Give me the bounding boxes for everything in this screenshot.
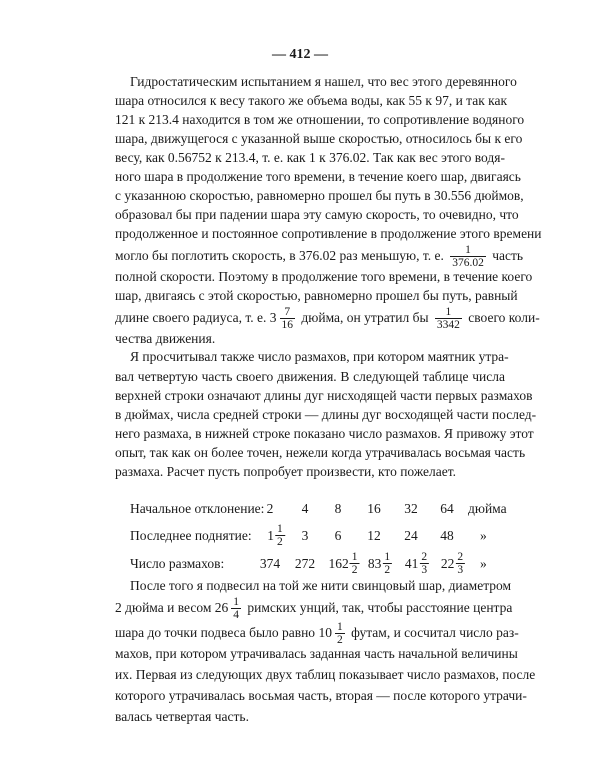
whole-number: 3 bbox=[301, 527, 309, 543]
line-text: него размаха, в нижней строке показано число размахов. Я привожу этот bbox=[115, 425, 534, 441]
text-line bbox=[115, 645, 518, 662]
text-line bbox=[115, 387, 533, 404]
fraction bbox=[455, 551, 465, 576]
whole-number: 4 bbox=[301, 500, 309, 516]
whole-number: 83 bbox=[367, 555, 382, 571]
table-cell bbox=[367, 522, 381, 548]
line-text: которого утрачивалась восьмая часть, вторая — после которого утрачи- bbox=[115, 687, 527, 703]
line-text: опыт, так как он более точен, нежели когда утрачивалась восьмая часть bbox=[115, 444, 526, 460]
line-text: верхней строки означают длины дуг нисходящей части первых размахов bbox=[115, 387, 533, 403]
numerator: 1 bbox=[445, 305, 452, 318]
denominator: 4 bbox=[233, 608, 239, 621]
line-text: полной скорости. Поэтому в продолжение того времени, в течение коего bbox=[115, 268, 533, 284]
numerator: 2 bbox=[457, 550, 464, 563]
numerator: 7 bbox=[284, 305, 291, 318]
denominator: 2 bbox=[277, 535, 283, 548]
mixed-number bbox=[447, 243, 489, 269]
whole-number: 374 bbox=[259, 555, 281, 571]
table-row bbox=[130, 522, 510, 548]
text-line bbox=[115, 463, 505, 480]
table-cell bbox=[367, 495, 381, 521]
row-label: Последнее поднятие: bbox=[130, 527, 252, 543]
fraction bbox=[231, 596, 241, 621]
text-line bbox=[115, 92, 508, 109]
table-cell bbox=[404, 522, 418, 548]
whole-number: 16 bbox=[367, 500, 381, 516]
text-line bbox=[115, 149, 505, 166]
row-label: Начальное отклонение: bbox=[130, 500, 265, 516]
text-line bbox=[115, 187, 524, 204]
whole-number: 2 bbox=[266, 500, 274, 516]
table-cell bbox=[302, 495, 309, 521]
line-text: весу, как 0.56752 к 213.4, т. е. как 1 к 376.02. Так как вес этого водя- bbox=[115, 149, 505, 165]
whole-number: 3 bbox=[269, 309, 277, 325]
denominator: 3342 bbox=[436, 318, 460, 331]
numerator: 1 bbox=[277, 522, 283, 535]
numerator: 1 bbox=[336, 620, 343, 633]
text-line bbox=[130, 348, 509, 365]
text-line bbox=[115, 595, 513, 621]
whole-number: 1 bbox=[267, 527, 274, 543]
numerator: 1 bbox=[384, 550, 391, 563]
line-text: шара, движущегося с указанной выше скоростью, относилось бы к его bbox=[115, 130, 523, 146]
line-text: 2 дюйма и весом bbox=[115, 599, 212, 615]
fraction bbox=[335, 621, 345, 646]
text-line bbox=[115, 666, 536, 683]
denominator: 2 bbox=[351, 563, 358, 576]
line-text: дюйма, он утратил бы bbox=[301, 309, 429, 325]
line-text: своего коли- bbox=[468, 309, 540, 325]
whole-number: 8 bbox=[334, 500, 342, 516]
text-line bbox=[115, 225, 542, 242]
table-cell bbox=[267, 495, 274, 521]
mixed-number bbox=[214, 595, 244, 621]
line-text: После того я подвесил на той же нити свинцовый шар, диаметром bbox=[130, 577, 512, 593]
mixed-number bbox=[269, 305, 298, 331]
whole-number: 26 bbox=[214, 599, 229, 615]
text-line bbox=[115, 287, 518, 304]
line-text: длине своего радиуса, т. е. bbox=[115, 309, 267, 325]
whole-number: 32 bbox=[404, 500, 418, 516]
line-text: с указанною скоростью, равномерно прошел бы путь в 30.556 дюймов, bbox=[115, 187, 524, 203]
fraction bbox=[419, 551, 429, 576]
text-line bbox=[115, 206, 519, 223]
table-cell bbox=[440, 522, 454, 548]
table-cell bbox=[368, 550, 392, 576]
table-row bbox=[130, 550, 510, 576]
line-text: могло бы поглотить скорость, в 376.02 раз меньшую, т. е. bbox=[115, 247, 444, 263]
table-cell bbox=[441, 550, 465, 576]
fraction bbox=[280, 306, 296, 331]
table-cell bbox=[267, 522, 285, 548]
table-cell bbox=[329, 550, 360, 576]
row-unit: дюйма bbox=[468, 500, 507, 516]
denominator: 16 bbox=[281, 318, 294, 331]
line-text: Гидростатическим испытанием я нашел, что вес этого деревянного bbox=[130, 73, 517, 89]
line-text: футам, и сосчитал число раз- bbox=[351, 624, 519, 640]
denominator: 2 bbox=[336, 633, 343, 646]
line-text: вал четвертую часть своего движения. В следующей таблице числа bbox=[115, 368, 505, 384]
table-cell bbox=[404, 495, 418, 521]
line-text: шара относился к весу такого же объема воды, как 55 к 97, и так как bbox=[115, 92, 508, 108]
whole-number: 64 bbox=[440, 500, 454, 516]
text-line bbox=[115, 130, 523, 147]
fraction bbox=[350, 551, 360, 576]
table-cell bbox=[295, 550, 315, 576]
text-line bbox=[115, 243, 524, 269]
line-text: размаха. Расчет пусть попробует произвести, кто пожелает. bbox=[115, 463, 456, 479]
numerator: 1 bbox=[465, 243, 471, 256]
whole-number: 272 bbox=[294, 555, 316, 571]
row-unit: » bbox=[480, 555, 487, 571]
line-text: шара до точки подвеса было равно bbox=[115, 624, 316, 640]
text-line bbox=[115, 687, 527, 704]
whole-number: 41 bbox=[404, 555, 419, 571]
table-cell bbox=[302, 522, 309, 548]
table-cell bbox=[335, 495, 342, 521]
table-cell bbox=[260, 550, 280, 576]
text-line bbox=[130, 73, 517, 90]
whole-number: 10 bbox=[318, 624, 332, 640]
numerator: 1 bbox=[233, 595, 239, 608]
page-number: — 412 — bbox=[272, 47, 328, 62]
table-cell bbox=[405, 550, 429, 576]
line-text: махов, при котором утрачивалась заданная часть начальной величины bbox=[115, 645, 518, 661]
whole-number: 24 bbox=[404, 527, 418, 543]
fraction bbox=[450, 244, 486, 269]
whole-number: 6 bbox=[334, 527, 342, 543]
line-text: чества движения. bbox=[115, 330, 216, 346]
text-line bbox=[115, 305, 540, 331]
text-line bbox=[115, 406, 537, 423]
row-label: Число размахов: bbox=[130, 555, 225, 571]
text-line bbox=[115, 368, 505, 385]
text-line bbox=[115, 708, 505, 725]
line-text: ного шара в продолжение того времени, в течение коего шар, двигаясь bbox=[115, 168, 521, 184]
row-unit: » bbox=[480, 527, 487, 543]
denominator: 3 bbox=[421, 563, 428, 576]
mixed-number bbox=[318, 620, 347, 646]
line-text: Я просчитывал также число размахов, при котором маятник утра- bbox=[130, 348, 509, 364]
table-row bbox=[130, 495, 510, 521]
line-text: образовал бы при падении шара эту самую скорость, то очевидно, что bbox=[115, 206, 519, 222]
text-line bbox=[115, 330, 505, 347]
line-text: их. Первая из следующих двух таблиц показывает число размахов, после bbox=[115, 666, 536, 682]
whole-number: 12 bbox=[367, 527, 381, 543]
line-text: валась четвертая часть. bbox=[115, 708, 249, 724]
fraction bbox=[435, 306, 462, 331]
line-text: в дюймах, числа средней строки — длины дуг восходящей части послед- bbox=[115, 406, 537, 422]
line-text: продолженное и постоянное сопротивление в продолжение этого времени bbox=[115, 225, 542, 241]
denominator: 376.02 bbox=[452, 256, 484, 269]
whole-number: 162 bbox=[328, 555, 349, 571]
fraction bbox=[382, 551, 392, 576]
denominator: 3 bbox=[457, 563, 464, 576]
whole-number: 48 bbox=[440, 527, 454, 543]
line-text: шар, двигаясь с этой скоростью, равномерно прошел бы путь, равный bbox=[115, 287, 518, 303]
text-line bbox=[115, 168, 521, 185]
numerator: 2 bbox=[421, 550, 428, 563]
denominator: 2 bbox=[384, 563, 391, 576]
line-text: римских унций, так, чтобы расстояние центра bbox=[247, 599, 513, 615]
table-cell bbox=[335, 522, 342, 548]
text-line bbox=[115, 268, 533, 285]
text-line bbox=[115, 425, 534, 442]
text-line bbox=[115, 111, 525, 128]
table-cell bbox=[440, 495, 454, 521]
text-line bbox=[115, 444, 526, 461]
line-text: 121 к 213.4 находится в том же отношении, то сопротивление водяного bbox=[115, 111, 525, 127]
mixed-number bbox=[432, 305, 465, 331]
fraction bbox=[275, 523, 285, 548]
numerator: 1 bbox=[351, 550, 358, 563]
line-text: часть bbox=[492, 247, 524, 263]
text-line bbox=[130, 577, 512, 594]
whole-number: 22 bbox=[440, 555, 455, 571]
text-line bbox=[115, 620, 519, 646]
